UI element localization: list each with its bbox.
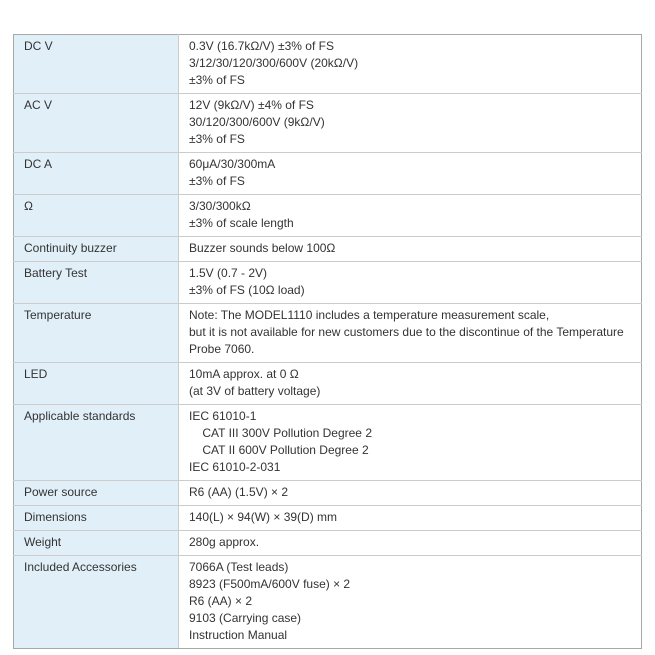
spec-value-line: R6 (AA) × 2 [189, 594, 253, 608]
spec-value-line: but it is not available for new customers due to the discontinue of the Temperature [189, 325, 624, 339]
spec-value-line: CAT III 300V Pollution Degree 2 [189, 426, 372, 440]
table-row [14, 304, 642, 363]
spec-value-line: IEC 61010-1 [189, 409, 257, 423]
spec-value [179, 405, 642, 481]
spec-label: Temperature [14, 304, 179, 363]
table-row [14, 481, 642, 506]
spec-value [179, 237, 642, 262]
spec-value-line: Probe 7060. [189, 342, 255, 356]
spec-value-line: 9103 (Carrying case) [189, 611, 302, 625]
spec-label: Weight [14, 531, 179, 556]
spec-label: Continuity buzzer [14, 237, 179, 262]
spec-table-body [14, 35, 642, 649]
spec-value [179, 94, 642, 153]
spec-label: Applicable standards [14, 405, 179, 481]
spec-value [179, 195, 642, 237]
table-row [14, 262, 642, 304]
spec-value-line: 30/120/300/600V (9kΩ/V) [189, 115, 325, 129]
table-row [14, 405, 642, 481]
table-row [14, 153, 642, 195]
spec-value [179, 531, 642, 556]
table-row [14, 363, 642, 405]
table-row [14, 237, 642, 262]
spec-label: LED [14, 363, 179, 405]
spec-value-line: 60μA/30/300mA [189, 157, 276, 171]
spec-value-line: (at 3V of battery voltage) [189, 384, 321, 398]
spec-value-line: 7066A (Test leads) [189, 560, 289, 574]
spec-value [179, 556, 642, 649]
spec-label: DC A [14, 153, 179, 195]
spec-label: Included Accessories [14, 556, 179, 649]
spec-value-line: IEC 61010-2-031 [189, 460, 281, 474]
spec-value-line: ±3% of FS [189, 73, 245, 87]
spec-value-line: ±3% of FS (10Ω load) [189, 283, 305, 297]
spec-value-line: Note: The MODEL1110 includes a temperature measurement scale, [189, 308, 550, 322]
spec-table [13, 34, 642, 649]
table-row [14, 531, 642, 556]
spec-value [179, 481, 642, 506]
table-row [14, 506, 642, 531]
spec-value-line: CAT II 600V Pollution Degree 2 [189, 443, 369, 457]
spec-value-line: 1.5V (0.7 - 2V) [189, 266, 268, 280]
spec-label: Dimensions [14, 506, 179, 531]
spec-value-line: ±3% of FS [189, 132, 245, 146]
spec-value-line: 280g approx. [189, 535, 260, 549]
spec-value [179, 35, 642, 94]
spec-value-line: 140(L) × 94(W) × 39(D) mm [189, 510, 338, 524]
spec-value [179, 363, 642, 405]
spec-value-line: 3/12/30/120/300/600V (20kΩ/V) [189, 56, 359, 70]
table-row [14, 35, 642, 94]
spec-value [179, 153, 642, 195]
spec-value-line: ±3% of FS [189, 174, 245, 188]
spec-label: DC V [14, 35, 179, 94]
spec-value-line: 0.3V (16.7kΩ/V) ±3% of FS [189, 39, 334, 53]
spec-value [179, 304, 642, 363]
spec-label: Battery Test [14, 262, 179, 304]
spec-value-line: Instruction Manual [189, 628, 288, 642]
spec-value-line: Buzzer sounds below 100Ω [189, 241, 336, 255]
spec-value-line: 12V (9kΩ/V) ±4% of FS [189, 98, 314, 112]
spec-value-line: 3/30/300kΩ [189, 199, 251, 213]
spec-value-line: 8923 (F500mA/600V fuse) × 2 [189, 577, 351, 591]
spec-value [179, 506, 642, 531]
spec-label: Ω [14, 195, 179, 237]
spec-label: AC V [14, 94, 179, 153]
table-row [14, 195, 642, 237]
spec-value [179, 262, 642, 304]
table-row [14, 556, 642, 649]
spec-value-line: R6 (AA) (1.5V) × 2 [189, 485, 289, 499]
spec-label: Power source [14, 481, 179, 506]
spec-value-line: ±3% of scale length [189, 216, 294, 230]
table-row [14, 94, 642, 153]
spec-value-line: 10mA approx. at 0 Ω [189, 367, 299, 381]
